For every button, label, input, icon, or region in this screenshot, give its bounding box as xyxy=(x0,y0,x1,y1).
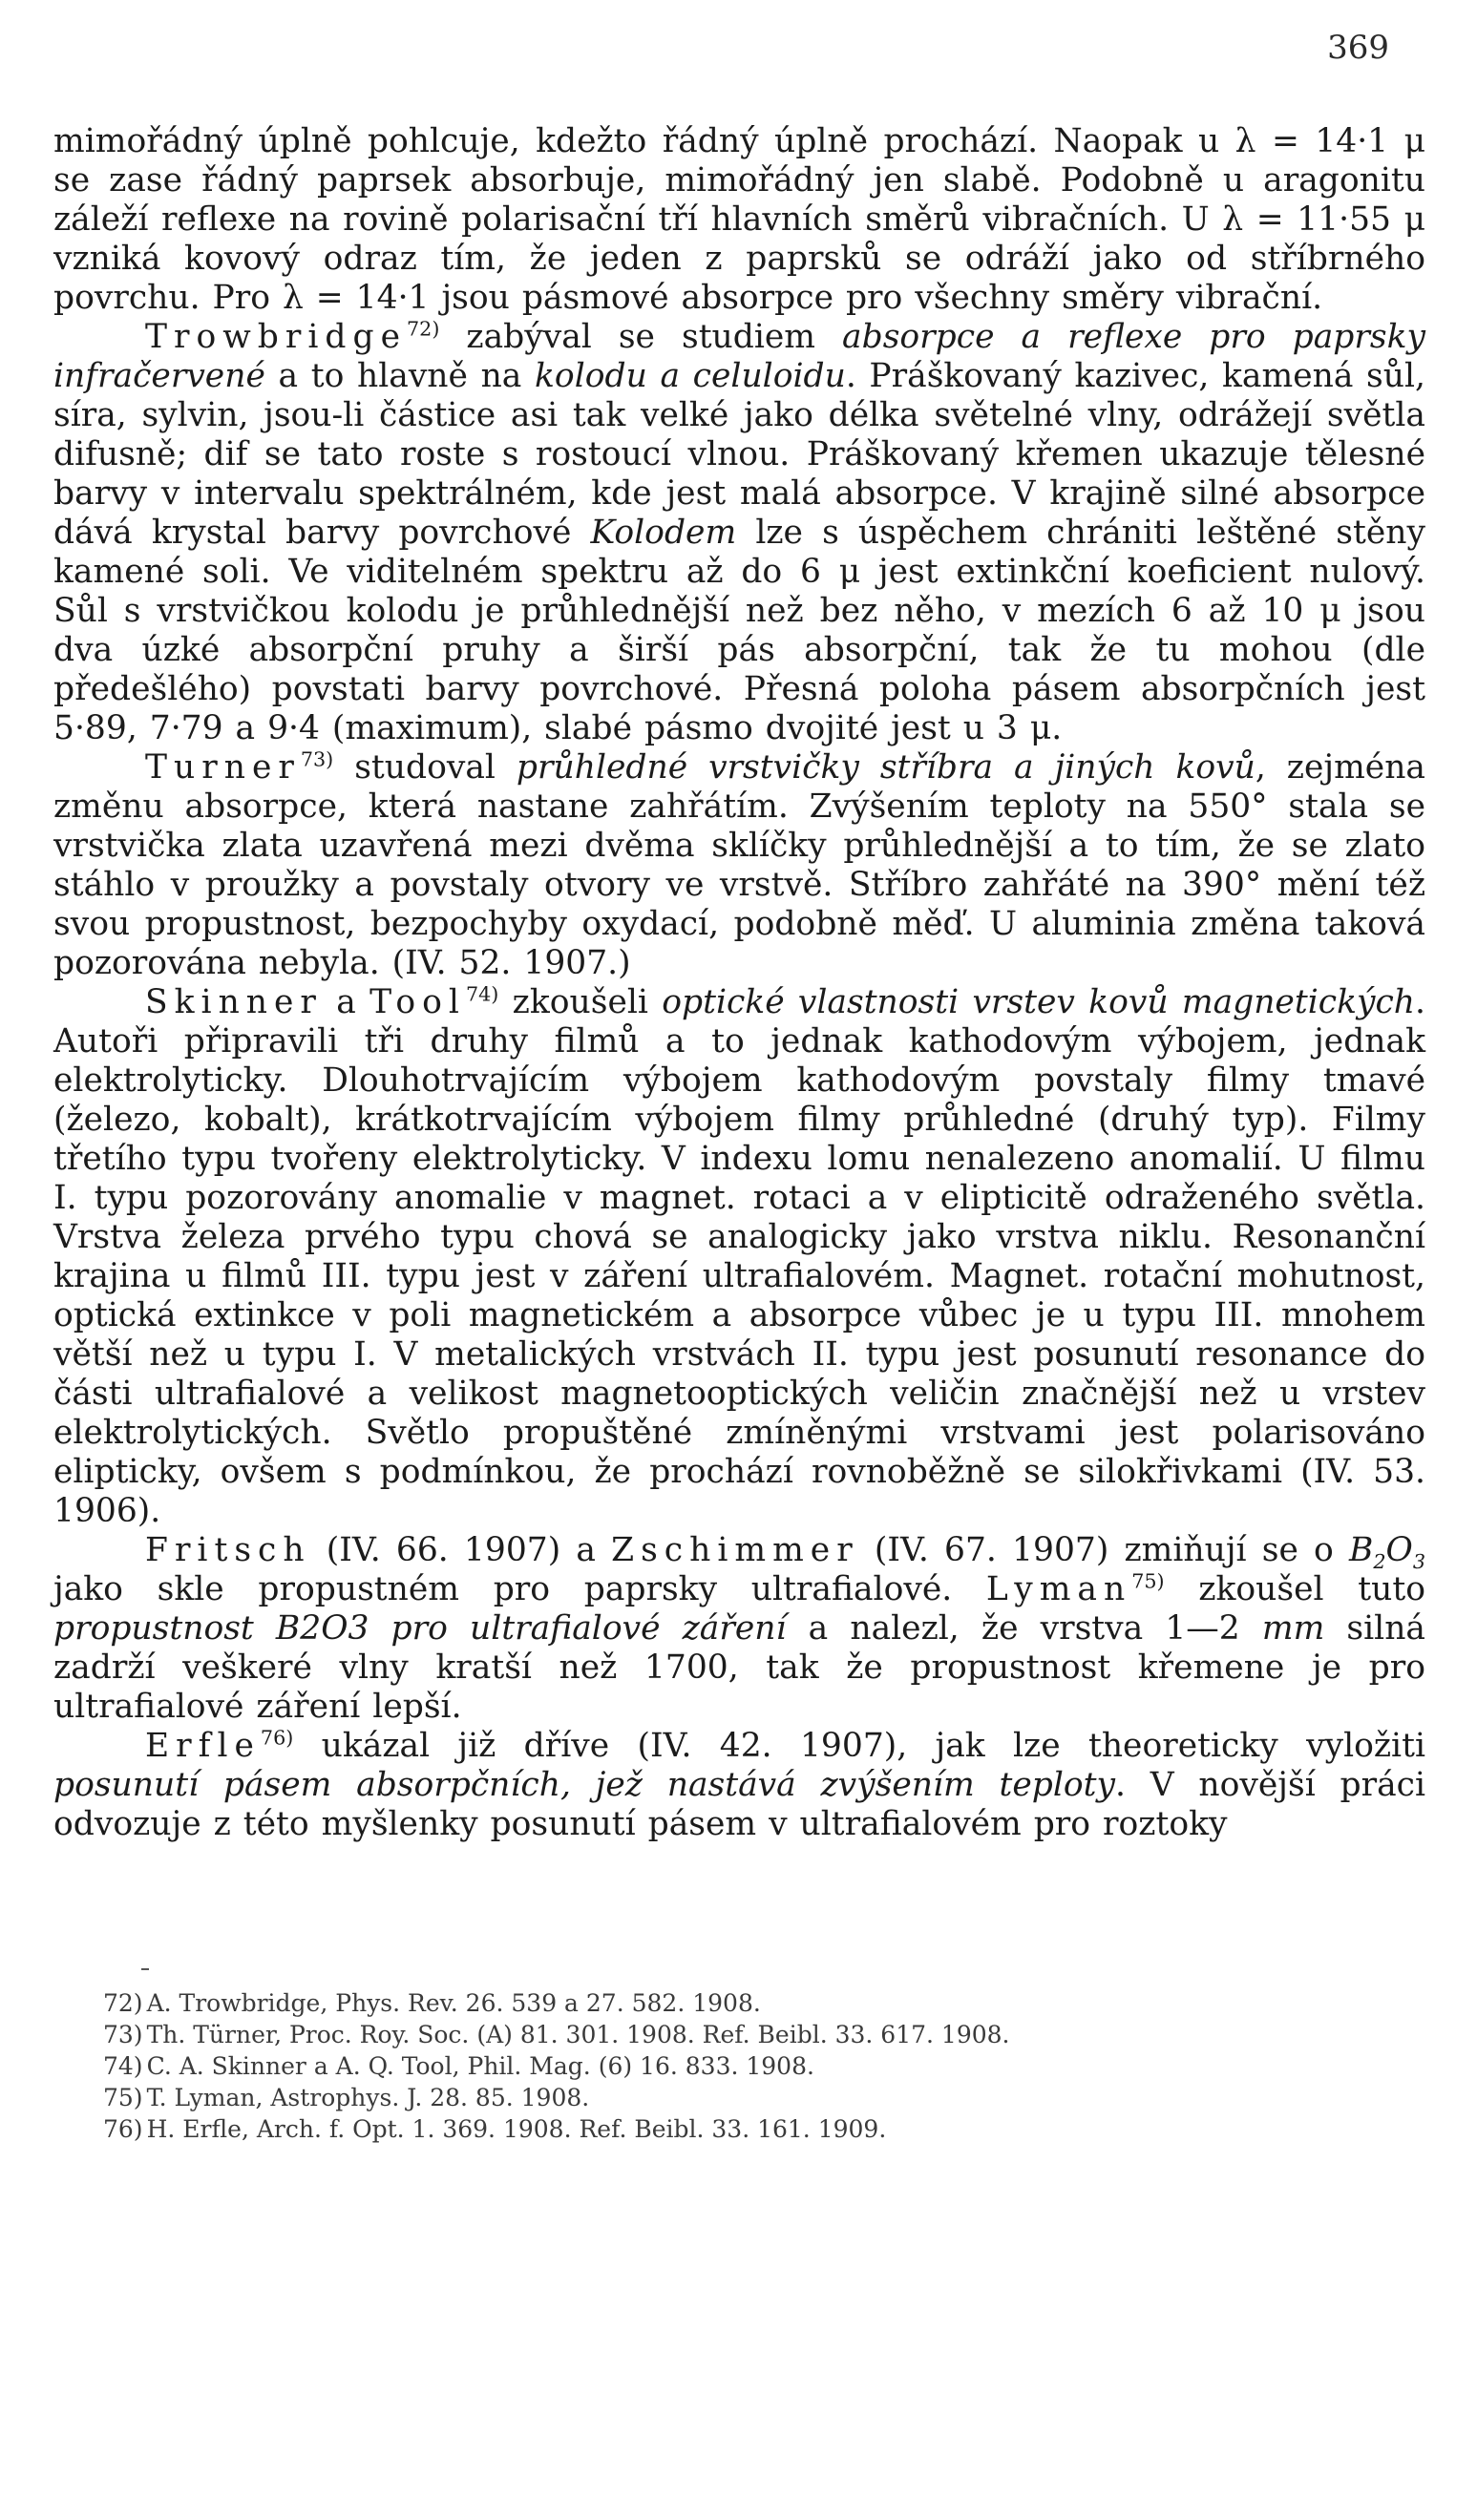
footnote-text: A. Trowbridge, Phys. Rev. 26. 539 a 27. 582. 1908. xyxy=(146,1989,761,2017)
footnote-mark: 75) xyxy=(103,2084,143,2111)
emphasis-text: optické vlastnosti vrstev kovů magnetických xyxy=(662,983,1416,1021)
emphasis-text: průhledné vrstvičky stříbra a jiných kovů xyxy=(516,748,1255,787)
author-name: Turner xyxy=(145,748,301,787)
paragraph-text: (IV. 67. 1907) zmiňují se o xyxy=(858,1531,1349,1569)
footnote-text: T. Lyman, Astrophys. J. 28. 85. 1908. xyxy=(146,2084,590,2111)
formula-subscript: 2 xyxy=(1373,1549,1386,1573)
footnote-mark: 76) xyxy=(103,2115,143,2143)
formula-part: O xyxy=(1385,1531,1413,1569)
paragraph-text: lze s úspěchem chrániti leštěné stěny kamené soli. Ve viditelném spektru až do 6 μ jest extinkční koeficient nulový. Sůl s vrstvičkou kolodu je průhlednější než bez něho, v mezích 6 až 10 μ jsou dva úzké absorpční pruhy a širší pás absorpční, tak že tu mohou (dle předešlého) povstati barvy povrchové. Přesná poloha pásem absorpčních jest 5·89, 7·79 a 9·4 (maximum), slabé pásmo dvojité jest u 3 μ. xyxy=(53,514,1425,747)
body-text xyxy=(53,122,1425,1844)
footnote xyxy=(53,1987,1425,2019)
author-name: Fritsch xyxy=(145,1531,311,1569)
paragraph-turner xyxy=(53,748,1425,983)
footnote xyxy=(53,2113,1425,2145)
footnote xyxy=(53,2082,1425,2113)
footnote-ref[interactable]: 72) xyxy=(407,317,440,341)
footnote xyxy=(53,2050,1425,2082)
paragraph-text: a nalezl, že vrstva 1—2 xyxy=(786,1609,1262,1648)
paragraph-skinner xyxy=(53,983,1425,1531)
footnote-mark: 73) xyxy=(103,2021,143,2048)
emphasis-text: propustnost B2O3 pro ultrafialové záření xyxy=(53,1609,787,1648)
footnote-mark: 74) xyxy=(103,2052,143,2080)
author-name: Tool xyxy=(369,983,466,1021)
footnote-mark: 72) xyxy=(103,1989,143,2017)
author-name: Erfle xyxy=(145,1727,261,1765)
formula-subscript: 3 xyxy=(1412,1549,1425,1573)
author-name: Skinner xyxy=(145,983,323,1021)
footnote-text: Th. Türner, Proc. Roy. Soc. (A) 81. 301. 1908. Ref. Beibl. 33. 617. 1908. xyxy=(146,2021,1010,2048)
paragraph-text: a to hlavně na xyxy=(264,357,536,395)
author-name: Trowbridge xyxy=(145,318,408,356)
paragraph-text: studoval xyxy=(333,748,517,787)
emphasis-text: absorpce a reflexe pro paprsky infračervené xyxy=(53,318,1425,395)
paragraph-text: ukázal již dříve (IV. 42. 1907), jak lze theoreticky vyložiti xyxy=(293,1727,1425,1765)
footnote-ref[interactable]: 74) xyxy=(465,982,499,1006)
paragraph-text: (IV. 66. 1907) a xyxy=(310,1531,612,1569)
footnote-ref[interactable]: 76) xyxy=(260,1726,294,1750)
author-name: Zschimmer xyxy=(611,1531,859,1569)
footnote xyxy=(53,2019,1425,2050)
formula-part: B xyxy=(1349,1531,1374,1569)
paragraph-text: jako skle propustném pro paprsky ultrafialové. xyxy=(53,1570,986,1608)
paragraph-text: zkoušeli xyxy=(498,983,663,1021)
paragraph-text: , zejména změnu absorpce, která nastane zahřátím. Zvýšením teploty na 550° stala se vrstvička zlata uzavřená mezi dvěma sklíčky průhlednější a to tím, že se zlato stáhlo v proužky a povstaly otvory ve vrstvě. Stříbro zahřáté na 390° mění též svou propustnost, bezpochyby oxydací, podobně měď. U aluminia změna taková pozorována nebyla. (IV. 52. 1907.) xyxy=(53,748,1425,982)
emphasis-text: kolodu a celuloidu xyxy=(535,357,846,395)
paragraph-text: zkoušel tuto xyxy=(1164,1570,1425,1608)
emphasis-text: posunutí pásem absorpčních, jež nastává zvýšením teploty xyxy=(53,1766,1115,1804)
paragraph-fritsch xyxy=(53,1531,1425,1727)
paragraph-text: silná zadrží veškeré vlny kratší než 1700, tak že propustnost křemene je pro ultrafialové záření lepší. xyxy=(53,1609,1425,1726)
footnotes xyxy=(53,1987,1425,2145)
emphasis-text: Kolodem xyxy=(590,514,737,552)
paragraph-text: . Práškovaný kazivec, kamená sůl, síra, sylvin, jsou-li částice asi tak velké jako délka světelné vlny, odrážejí světla difusně; dif se tato roste s rostoucí vlnou. Práškovaný křemen ukazuje tělesné barvy v intervalu spektrálném, kde jest malá absorpce. V krajině silné absorpce dává krystal barvy povrchové xyxy=(53,357,1425,552)
author-name: Lyman xyxy=(985,1570,1132,1608)
footnote-text: H. Erfle, Arch. f. Opt. 1. 369. 1908. Ref. Beibl. 33. 161. 1909. xyxy=(146,2115,887,2143)
footnote-ref[interactable]: 73) xyxy=(300,747,334,771)
footnote-text: C. A. Skinner a A. Q. Tool, Phil. Mag. (6) 16. 833. 1908. xyxy=(146,2052,814,2080)
paragraph-trowbridge xyxy=(53,318,1425,748)
paragraph-text: . Autoři připravili tři druhy filmů a to jednak kathodovým výbojem, jednak elektrolyticky. Dlouhotrvajícím výbojem kathodovým povstaly filmy tmavé (železo, kobalt), krátkotrvajícím výbojem filmy průhledné (druhý typ). Filmy třetího typu tvořeny elektrolyticky. V indexu lomu nenalezeno anomalií. U filmu I. typu pozorovány anomalie v magnet. rotaci a v elipticitě odraženého světla. Vrstva železa prvého typu chová se analogicky jako vrstva niklu. Resonanční krajina u filmů III. typu jest v záření ultrafialovém. Magnet. rotační mohutnost, optická extinkce v poli magnetickém a absorpce vůbec je u typu III. mnohem větší než u typu I. V metalických vrstvách II. typu jest posunutí resonance do části ultrafialové a velikost magnetooptických veličin značnější než u vrstev elektrolytických. Světlo propuštěné zmíněnými vrstvami jest polarisováno elipticky, ovšem s podmínkou, že prochází rovnoběžně se silokřivkami (IV. 53. 1906). xyxy=(53,983,1425,1530)
paragraph-text: a xyxy=(322,983,370,1021)
paragraph-text: mimořádný úplně pohlcuje, kdežto řádný úplně prochází. Naopak u λ = 14·1 μ se zase řádný paprsek absorbuje, mimořádný jen slabě. Podobně u aragonitu záleží reflexe na rovině polarisační tří hlavních směrů vibračních. U λ = 11·55 μ vzniká kovový odraz tím, že jeden z paprsků se odráží jako od stříbrného povrchu. Pro λ = 14·1 jsou pásmové absorpce pro všechny směry vibrační. xyxy=(53,122,1425,317)
paragraph-text: zabýval se studiem xyxy=(439,318,843,356)
paragraph-text: . V novější práci odvozuje z této myšlenky posunutí pásem v ultrafialovém pro roztoky xyxy=(53,1766,1425,1843)
page-number: 369 xyxy=(1327,29,1389,67)
footnote-separator xyxy=(141,1968,149,1970)
formula xyxy=(1349,1531,1425,1573)
emphasis-text: mm xyxy=(1261,1609,1325,1648)
footnote-ref[interactable]: 75) xyxy=(1131,1569,1165,1593)
paragraph-erfle xyxy=(53,1727,1425,1844)
paragraph-intro xyxy=(53,122,1425,318)
